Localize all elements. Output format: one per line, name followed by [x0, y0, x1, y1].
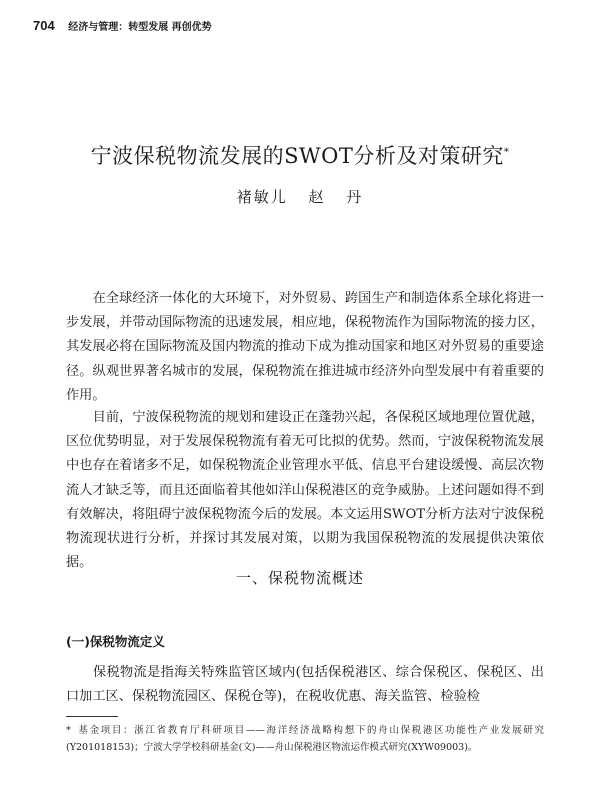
subsection-heading: (一)保税物流定义 [66, 634, 165, 649]
title-footnote-mark: * [503, 147, 510, 158]
page-number: 704 [33, 18, 55, 33]
paragraph-1: 在全球经济一体化的大环境下，对外贸易、跨国生产和制造体系全球化将进一步发展，并带动国际物流的迅速发展，相应地，保税物流作为国际物流的接力区，其发展必将在国际物流及国内物流的推动下成为推动国家和地区对外贸易的重要途径。纵观世界著名城市的发展，保税物流在推进城市经济外向型发展中有着重要的作用。 [66, 291, 544, 403]
running-title: 经济与管理：转型发展 再创优势 [68, 22, 212, 33]
paragraph-2: 目前，宁波保税物流的规划和建设正在蓬勃兴起，各保税区域地理位置优越，区位优势明显，对于发展保税物流有着无可比拟的优势。然而，宁波保税物流发展中也存在着诸多不足，如保税物流企业管理水平低、信息平台建设缓慢、高层次物流人才缺乏等，而且还面临着其他如洋山保税港区的竞争威胁。上述问题如得不到有效解决，将阻碍宁波保税物流今后的发展。本文运用SWOT分析方法对宁波保税物流现状进行分析，并探讨其发展对策，以期为我国保税物流的发展提供决策依据。 [66, 410, 544, 571]
footnote-text: 基金项目：浙江省教育厅科研项目——海洋经济战略构想下的舟山保税港区功能性产业发展研究(Y201018153)；宁波大学学校科研基金(文)——舟山保税港区物流运作模式研究(XYW09003)。 [66, 725, 544, 753]
footnote [66, 722, 544, 756]
authors: 褚敏儿 赵 丹 [236, 188, 364, 206]
article-title [0, 140, 600, 170]
running-header [33, 18, 212, 33]
footnote-mark: * [66, 725, 71, 736]
paragraph-3: 保税物流是指海关特殊监管区域内(包括保税港区、综合保税区、保税区、出口加工区、保税物流园区、保税仓等)，在税收优惠、海关监管、检验检 [66, 665, 544, 705]
section-heading: 一、保税物流概述 [235, 569, 364, 587]
footnote-divider [66, 716, 118, 717]
article-title-text: 宁波保税物流发展的SWOT分析及对策研究 [90, 144, 504, 168]
